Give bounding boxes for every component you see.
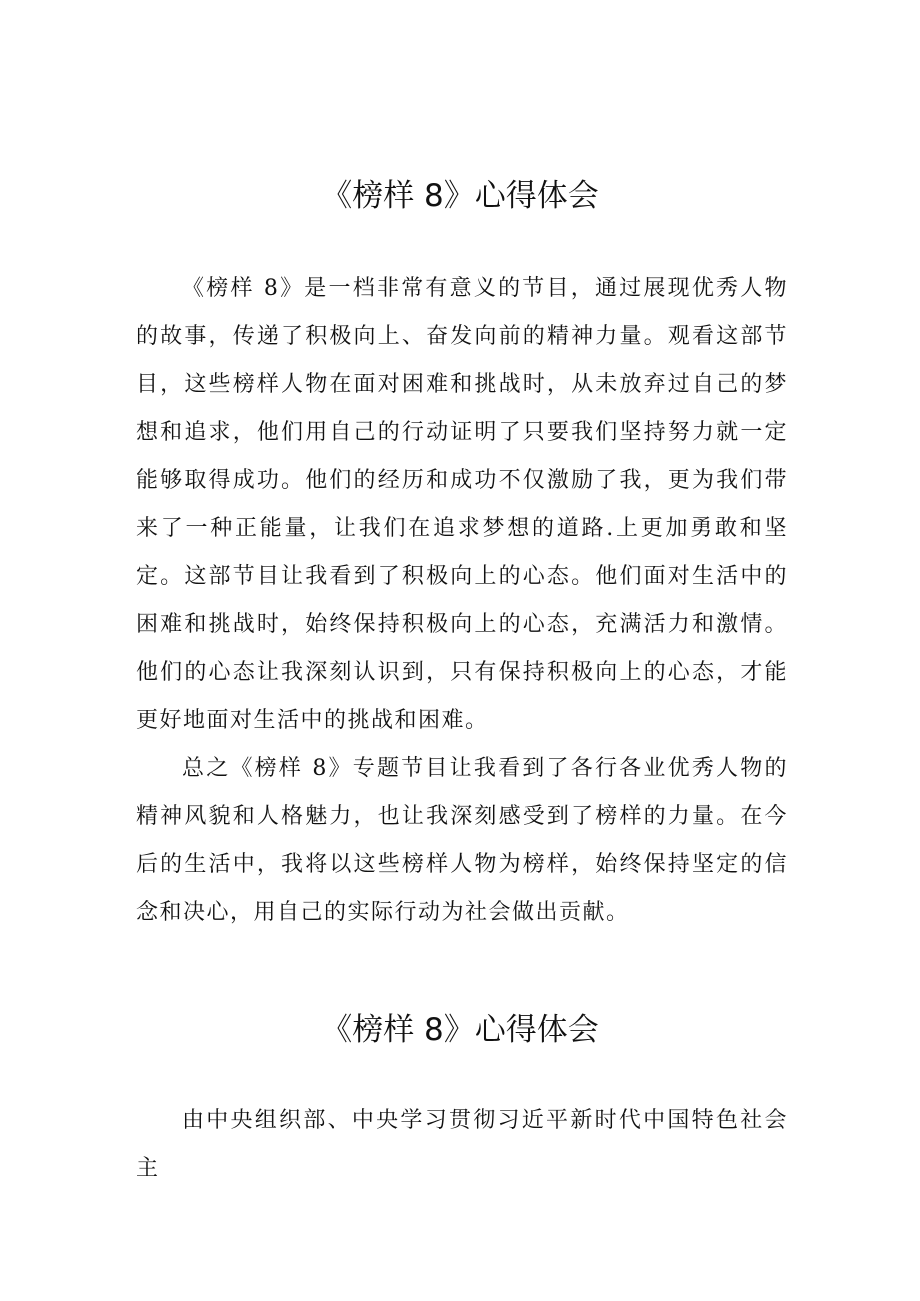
section-2-title: 《榜样 8》心得体会 xyxy=(321,1012,599,1048)
section-1-paragraph-2: 总之《榜样 8》专题节目让我看到了各行各业优秀人物的精神风貌和人格魅力，也让我深刻感受到了榜样的力量。在今后的生活中，我将以这些榜样人物为榜样，始终保持坚定的信念和决心，用自己的实际行动为社会做出贡献。 xyxy=(136,756,788,925)
section-2-paragraph-1: 由中央组织部、中央学习贯彻习近平新时代中国特色社会主 xyxy=(136,1108,788,1181)
section-1-title: 《榜样 8》心得体会 xyxy=(321,178,599,214)
section-1-paragraph-1: 《榜样 8》是一档非常有意义的节目，通过展现优秀人物的故事，传递了积极向上、奋发向前的精神力量。观看这部节目，这些榜样人物在面对困难和挑战时，从未放弃过自己的梦想和追求，他们用自己的行动证明了只要我们坚持努力就一定能够取得成功。他们的经历和成功不仅激励了我，更为我们带来了一种正能量，让我们在追求梦想的道路.上更加勇敢和坚定。这部节目让我看到了积极向上的心态。他们面对生活中的困难和挑战时，始终保持积极向上的心态，充满活力和激情。他们的心态让我深刻认识到，只有保持积极向上的心态，才能更好地面对生活中的挑战和困难。 xyxy=(136,276,788,733)
